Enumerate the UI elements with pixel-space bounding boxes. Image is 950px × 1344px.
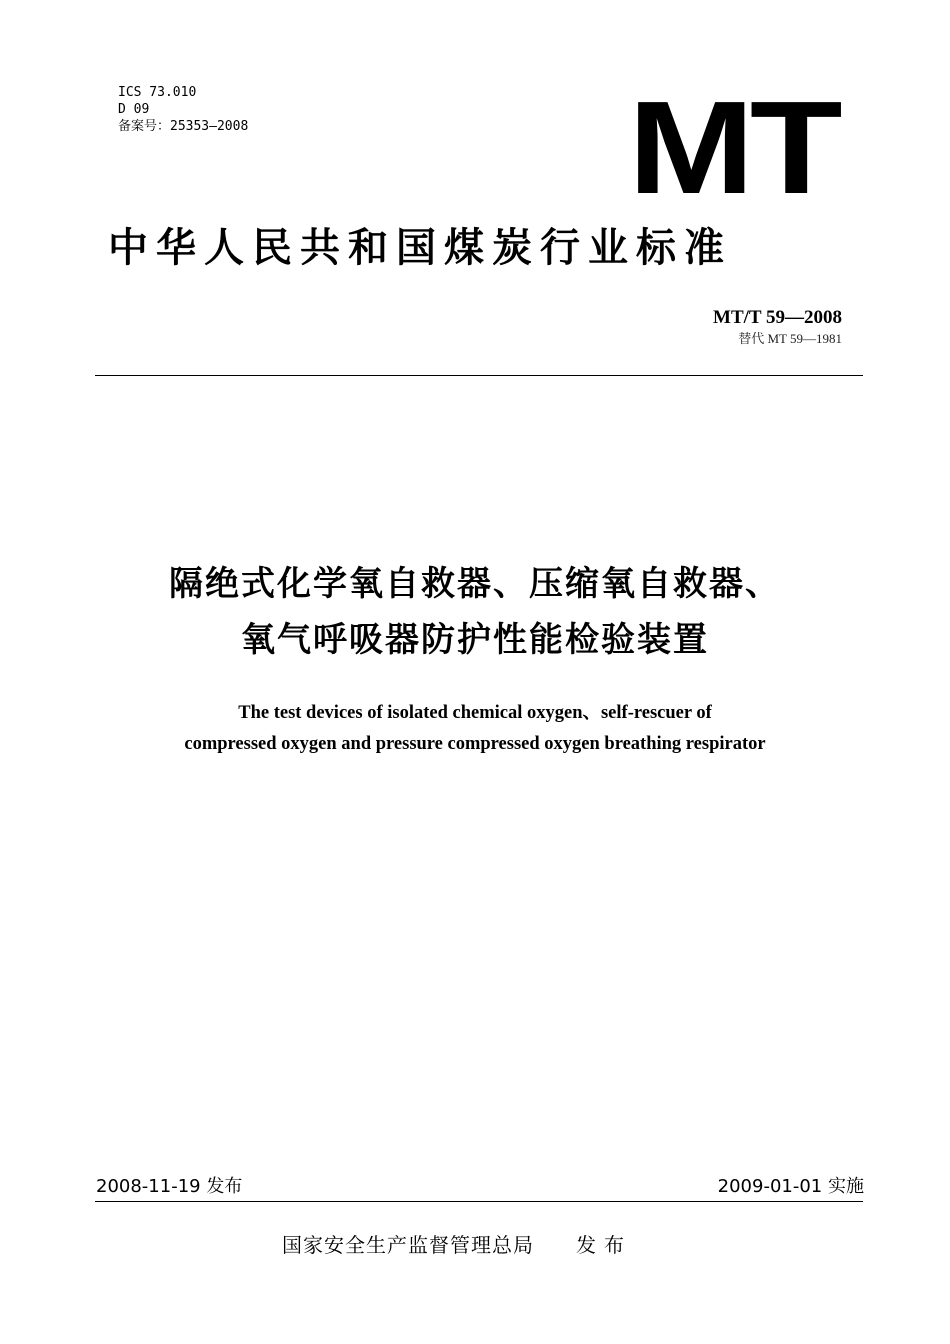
header-divider <box>95 375 863 376</box>
filing-number: 备案号：25353—2008 <box>118 119 249 134</box>
issue-date: 2008-11-19 发布 <box>96 1176 243 1197</box>
standard-code-block <box>713 306 842 347</box>
standard-number: MT/T 59—2008 <box>713 307 842 328</box>
org-title: 中华人民共和国煤炭行业标准 <box>108 225 732 271</box>
document-title-en <box>0 698 950 760</box>
ics-code: ICS 73.010 <box>118 85 197 100</box>
footer-divider <box>95 1201 863 1202</box>
publisher-line <box>282 1230 632 1260</box>
publisher-name: 国家安全生产监督管理总局 <box>282 1233 534 1257</box>
document-title-cn <box>0 556 950 668</box>
title-en-line-1: The test devices of isolated chemical oxygen、self-rescuer of <box>238 703 712 723</box>
mt-logo: MT <box>628 74 838 221</box>
title-cn-line-1: 隔绝式化学氧自救器、压缩氧自救器、 <box>169 564 781 604</box>
publish-action: 发布 <box>576 1233 632 1257</box>
implementation-date: 2009-01-01 实施 <box>717 1176 864 1197</box>
classification-block <box>118 84 248 135</box>
ccs-code: D 09 <box>118 102 150 117</box>
title-cn-line-2: 氧气呼吸器防护性能检验装置 <box>241 620 709 660</box>
replaces-note: 替代 MT 59—1981 <box>738 331 842 346</box>
title-en-line-2: compressed oxygen and pressure compressed oxygen breathing respirator <box>184 734 766 754</box>
